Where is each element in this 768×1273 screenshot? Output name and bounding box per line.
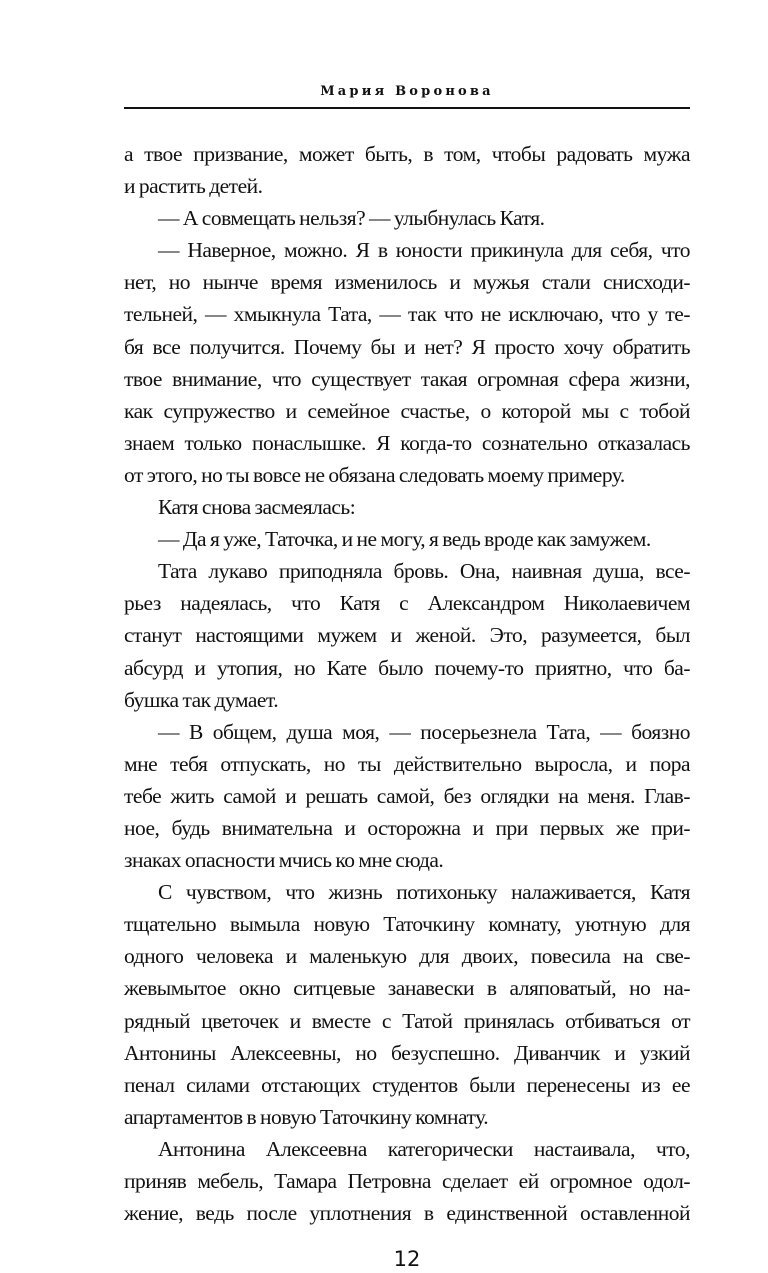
text-line: Катя снова засмеялась: <box>158 495 356 520</box>
text-line: тебе жить самой и решать самой, без оглядки на меня. Глав- <box>124 783 690 808</box>
page-number: 12 <box>393 1247 421 1272</box>
text-line: и растить детей. <box>124 174 263 199</box>
paragraph <box>124 523 690 555</box>
text-line: абсурд и утопия, но Кате было почему-то приятно, что ба- <box>124 655 690 680</box>
paragraph <box>124 716 690 876</box>
text-line: а твое призвание, может быть, в том, чтобы радовать мужа <box>124 142 690 166</box>
text-line: одного человека и маленькую для двоих, повесила на све- <box>124 944 690 969</box>
text-line: Антонина Алексеевна категорически настаивала, что, <box>158 1136 690 1161</box>
page-content <box>124 138 690 1273</box>
header-rule <box>124 107 690 109</box>
text-line: Антонины Алексеевны, но безуспешно. Диванчик и узкий <box>124 1040 690 1065</box>
text-line: рьез надеялась, что Катя с Александром Николаевичем <box>124 591 690 616</box>
text-line: апартаментов в новую Таточкину комнату. <box>124 1104 489 1129</box>
paragraph <box>124 555 690 715</box>
body-text <box>124 138 690 1229</box>
text-line: — В общем, душа моя, — посерьезнела Тата, — боязно <box>158 719 690 744</box>
text-line: станут настоящими мужем и женой. Это, разумеется, был <box>124 623 690 648</box>
text-line: как супружество и семейное счастье, о которой мы с тобой <box>124 398 690 423</box>
text-line: — А совмещать нельзя? — улыбнулась Катя. <box>158 206 545 231</box>
paragraph <box>124 138 690 202</box>
paragraph <box>124 234 690 491</box>
text-line: тщательно вымыла новую Таточкину комнату, уютную для <box>124 912 690 937</box>
text-line: — Наверное, можно. Я в юности прикинула для себя, что <box>158 238 690 263</box>
text-line: тельней, — хмыкнула Тата, — так что не исключаю, что у те- <box>124 302 690 327</box>
text-line: рядный цветочек и вместе с Татой принялась отбиваться от <box>124 1008 690 1033</box>
paragraph <box>124 202 690 234</box>
text-line: знаках опасности мчись ко мне сюда. <box>124 848 444 873</box>
text-line: знаем только понаслышке. Я когда-то сознательно отказалась <box>124 430 690 455</box>
text-line: ное, будь внимательна и осторожна и при первых же при- <box>124 815 690 840</box>
text-line: приняв мебель, Тамара Петровна сделает ей огромное одол- <box>124 1169 690 1193</box>
text-line: С чувством, что жизнь потихоньку налаживается, Катя <box>158 880 690 905</box>
text-line: — Да я уже, Таточка, и не могу, я ведь вроде как замужем. <box>158 527 651 552</box>
text-line: жение, ведь после уплотнения в единственной оставленной <box>124 1201 690 1226</box>
text-line: нет, но нынче время изменилось и мужья стали снисходи- <box>124 270 690 295</box>
paragraph <box>124 876 690 1133</box>
text-line: от этого, но ты вовсе не обязана следовать моему примеру. <box>124 462 625 487</box>
text-line: жевымытое окно ситцевые занавески в аляповатый, но на- <box>124 976 690 1001</box>
text-line: пенал силами отстающих студентов были перенесены из ее <box>124 1072 690 1097</box>
running-header-author: Мария Воронова <box>320 84 494 99</box>
text-line: мне тебя отпускать, но ты действительно выросла, и пора <box>124 751 690 776</box>
text-line: твое внимание, что существует такая огромная сфера жизни, <box>124 366 690 391</box>
text-line: Тата лукаво приподняла бровь. Она, наивная душа, все- <box>158 559 690 584</box>
text-line: бушка так думает. <box>124 687 279 712</box>
text-line: бя все получится. Почему бы и нет? Я просто хочу обратить <box>124 334 690 359</box>
paragraph <box>124 491 690 523</box>
paragraph <box>124 1133 690 1229</box>
